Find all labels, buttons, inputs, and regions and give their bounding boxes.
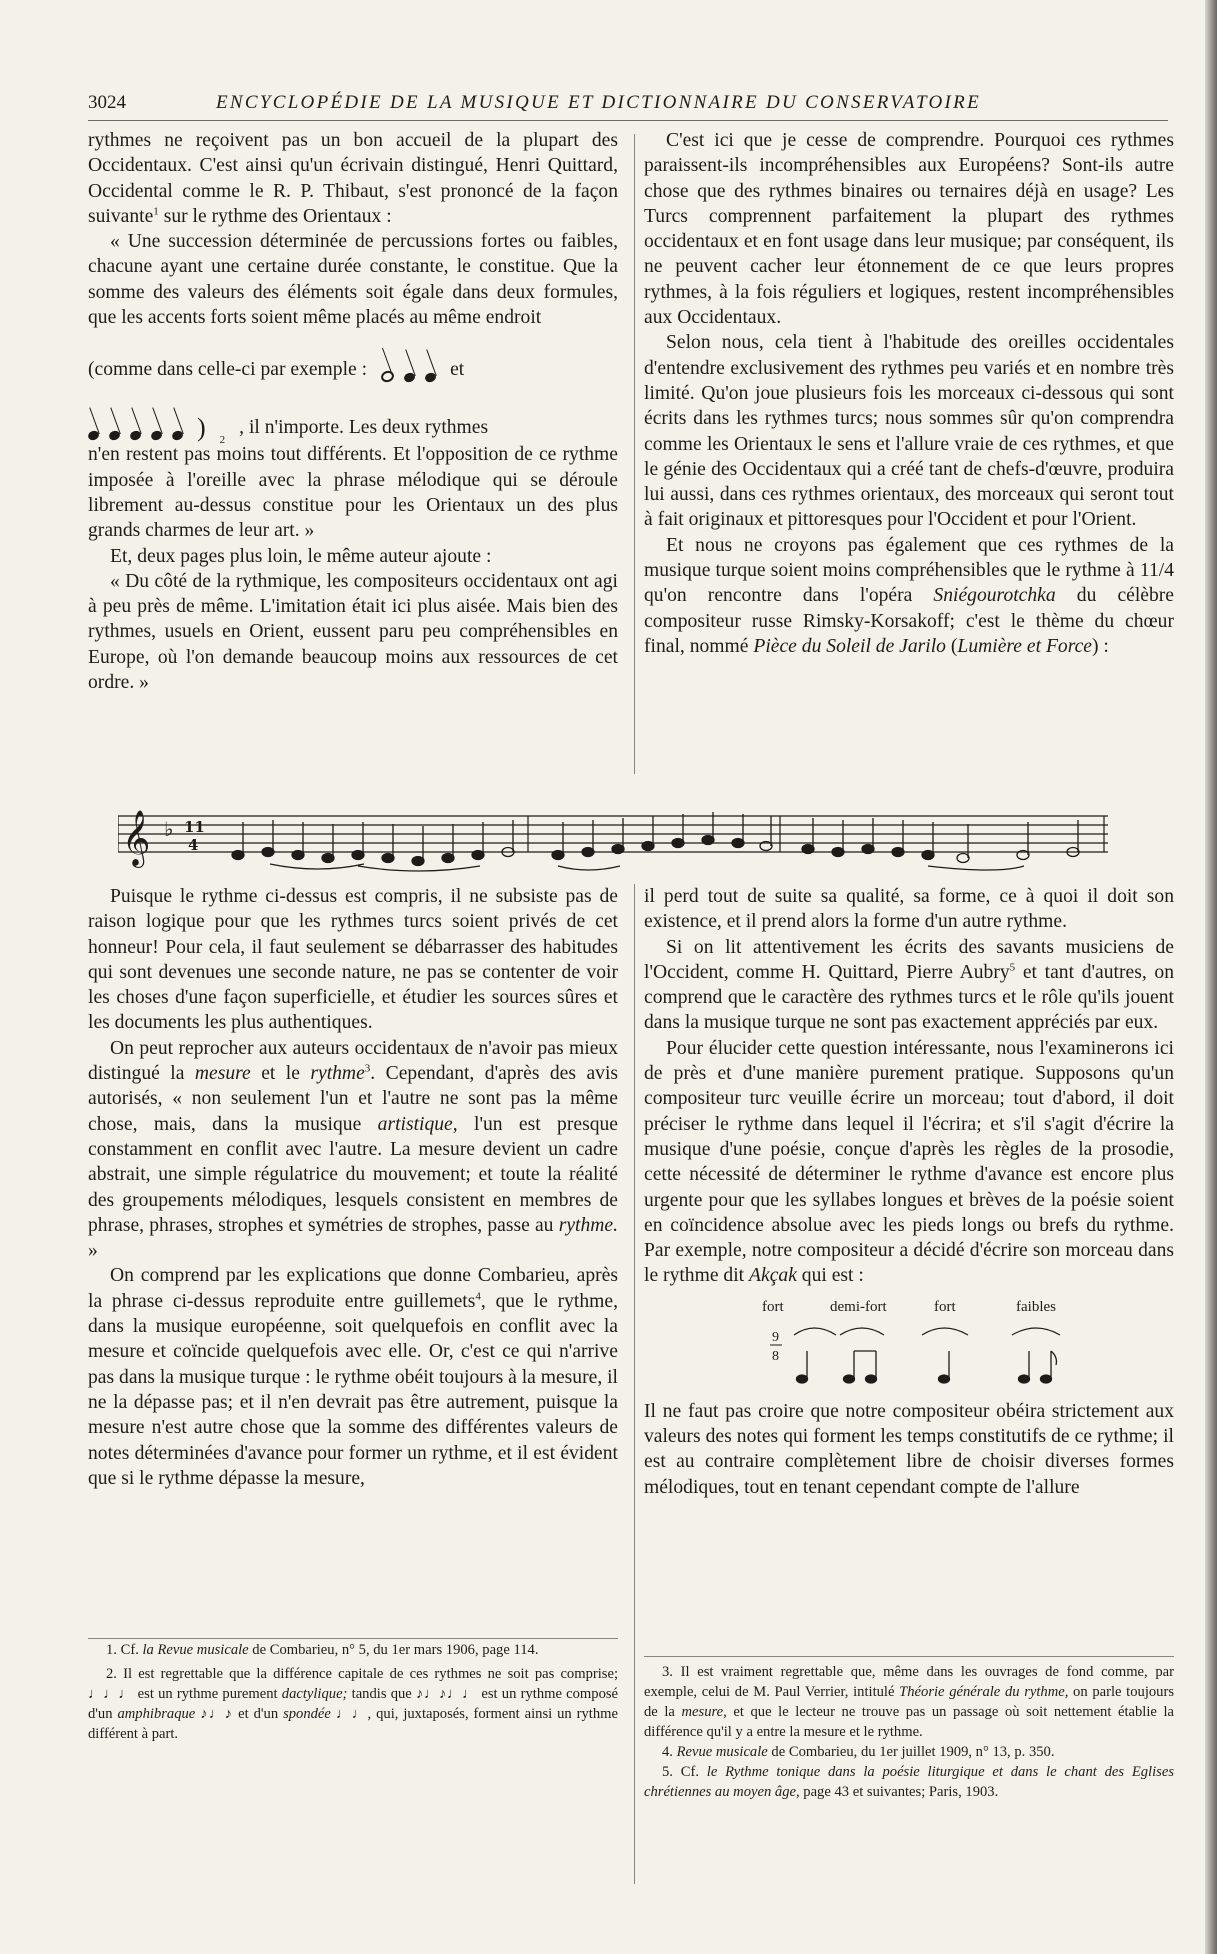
paragraph: Si on lit attentivement les écrits des savants musiciens de l'Occident, comme H. Quittard, Pierre Aubry$^5$ et tant d'autres, on comprend que le caractère des rythmes turcs et le rôle qu'ils jouent dans la musique turque ne sont pas exactement appréciés par eux. [644, 936, 1175, 1034]
footnote-4: 4. Revue musicale de Combarieu, du 1er juillet 1909, n° 13, p. 350. [662, 1744, 1055, 1760]
svg-text:9: 9 [772, 1329, 779, 1345]
score-notes [232, 812, 1079, 866]
diagram-svg [644, 1295, 1174, 1393]
rhythm-example-2: ) 2 , il n'importe. Les deux rythmes [88, 388, 618, 440]
dactyl-notes [381, 371, 436, 382]
page-edge [1205, 0, 1217, 1954]
quarter-note-icon: ♩♩♩ [88, 1686, 134, 1702]
paragraph: Et, deux pages plus loin, le même auteur ajoute : [110, 545, 492, 567]
musical-score [118, 810, 1108, 874]
header-rule [88, 120, 1168, 121]
flat-icon: ♭ [164, 817, 174, 841]
quote-paragraph: « Une succession déterminée de percussions fortes ou faibles, chacune ayant une certaine durée constante, le constitue. Que la somme des valeurs des éléments soit égale dans deux formules, que les accents forts soient même placés au même endroit [88, 231, 618, 329]
column-divider [634, 134, 635, 774]
paragraph: n'en restent pas moins tout différents. Et l'opposition de ce rythme imposée à l'oreille avec la phrase mélodique qui se déroule librement au-dessus constitue pour les Orientaux un des plus grands charmes de leur art. » [88, 444, 618, 542]
paragraph: Il ne faut pas croire que notre compositeur obéira strictement aux valeurs des notes qui forment les temps constitutifs de ce rythme; il est au contraire complètement libre de choisir diverses formes mélodiques, tout en tenant cependant compte de l'allure [644, 1400, 1174, 1498]
page-number: 3024 [88, 92, 126, 113]
footnote-5: 5. Cf. le Rythme tonique dans la poésie liturgique et dans le chant des Eglises chrétiennes au moyen âge, page 43 et suivantes; Paris, 1903. [644, 1764, 1174, 1800]
quarter-note-icon: ♪♩♪ [200, 1706, 234, 1722]
half-note-icon [380, 369, 396, 384]
quote-paragraph: « Du côté de la rythmique, les compositeurs occidentaux ont agi à peu près de même. L'imitation était ici plus aisée. Mais bien des rythmes, usuels en Orient, eussent paru peu compréhensibles en Europe, où l'on demande beaucoup moins aux ressources de cet ordre. » [88, 570, 618, 694]
slurs [270, 864, 1024, 871]
quarter-note-icon [108, 430, 121, 442]
aksak-notes [797, 1351, 1057, 1383]
footnote-rule [644, 1656, 1174, 1657]
rhythm-example-1: (comme dans celle-ci par exemple : et [88, 330, 618, 382]
footnotes-left [88, 1640, 618, 1744]
footnotes-right [644, 1662, 1174, 1802]
accent-label: faibles [1016, 1298, 1056, 1315]
paragraph: Selon nous, cela tient à l'habitude des oreilles occidentales d'entendre exclusivement des rythmes peu variés et en nombre très limité. Qu'on joue plusieurs fois les morceaux ci-dessous qui sont écrits dans les rythmes turcs; nous sommes sûr qu'on comprendra comme les Orientaux le sens et l'allure vraie de ces rythmes, et que le génie des Occidentaux qui a créé tant de chefs-d'œuvre, produira lui aussi, dans ces rythmes orientaux, des morceaux qui seront tout à fait originaux et pittoresques pour l'Occident et pour l'Orient. [644, 332, 1174, 531]
treble-clef-icon: 𝄞 [122, 810, 151, 866]
eighth-note-icon [87, 430, 100, 442]
paragraph: On comprend par les explications que donne Combarieu, après la phrase ci-dessus reproduite entre guillemets$^4$, que le rythme, dans la musique européenne, soit quelquefois en conflit avec la mesure et coïncide quelquefois avec elle. Or, c'est ce qui n'arrive pas dans la musique turque : le rythme obéit toujours à la mesure, il ne la dépasse pas; et il n'en devrait pas être autrement, puisque la mesure n'est autre chose que la somme des différentes valeurs de notes déterminées d'avance pour former un rythme, et il est évident que si le rythme dépasse la mesure, [88, 1265, 618, 1489]
paragraph: Pour élucider cette question intéressante, nous l'examinerons ici de près et d'une manière purement pratique. Supposons qu'un compositeur turc veuille écrire un morceau; tout d'abord, il doit préciser le rythme dans lequel il l'écrira; et s'il s'agit d'écrire la musique d'une poésie, conçue d'après les règles de la prosodie, cette nécessité de déterminer le rythme d'avance est encore plus urgente pour que les syllabes longues et brèves de la poésie soient en coïncidence absolue avec les pieds longs ou brefs du rythme. Par exemple, notre compositeur a décidé d'écrire son morceau dans le rythme dit Akçak qui est : [644, 1037, 1174, 1287]
column-divider [634, 884, 635, 1884]
accent-label: fort [762, 1298, 784, 1315]
paragraph: C'est ici que je cesse de comprendre. Pourquoi ces rythmes paraissent-ils incompréhensibles aux Européens? Sont-ils autre chose que des rythmes binaires ou ternaires déjà en usage? Les Turcs comprennent parfaitement la plupart des rythmes occidentaux et en font usage dans leur musique; par conséquent, ils ne peuvent cacher leur étonnement de ce que leurs propres rythmes, à la fois réguliers et logiques, restent incompréhensibles aux Occidentaux. [644, 130, 1174, 329]
footnote-2: 2. Il est regrettable que la différence capitale de ces rythmes ne soit pas comprise; ♩♩♩ est un rythme purement dactylique; tandis que ♪♩♪♩♩ est un rythme composé d'un amphibraque ♪♩♪ et d'un spondée ♩♩, qui, juxtaposés, forment ainsi un rythme différent à part. [88, 1666, 619, 1742]
time-signature-bottom: 4 [188, 836, 199, 854]
paragraph: On peut reprocher aux auteurs occidentaux de n'avoir pas mieux distingué la mesure et le rythme$^3$. Cependant, d'après des avis autorisés, « non seulement l'un et l'autre ne sont pas la même chose, mais, dans la musique artistique, l'un est presque constamment en conflit avec l'autre. La mesure devient un cadre abstrait, une simple régulatrice du mouvement; et toute la réalité des groupements mélodiques, lesquels consistent en membres de phrase, phrases, strophes et symétries de strophes, passe au rythme. » [88, 1037, 619, 1262]
quarter-note-icon [171, 430, 184, 442]
top-right-column [644, 128, 1174, 659]
paragraph: rythmes ne reçoivent pas un bon accueil de la plupart des Occidentaux. C'est ainsi qu'un écrivain distingué, Henri Quittard, Occidental comme le R. P. Thibaut, s'est prononcé de la façon suivante$^1$ sur le rythme des Orientaux : [88, 130, 618, 227]
paragraph: Puisque le rythme ci-dessus est compris, il ne subsiste pas de raison logique pour que les rythmes turcs soient privés de cet honneur! Pour cela, il faut seulement se débarrasser des habitudes qui sont devenues une seconde nature, ne pas se contenter de voir les choses d'une façon superficielle, et étudier les sources sûres et les documents les plus authentiques. [88, 886, 618, 1034]
top-left-column [88, 128, 618, 695]
quarter-note-icon [424, 372, 437, 384]
quarter-note-icon [150, 430, 163, 442]
running-title: ENCYCLOPÉDIE DE LA MUSIQUE ET DICTIONNAIRE DU CONSERVATOIRE [216, 92, 981, 113]
paragraph: Et nous ne croyons pas également que ces rythmes de la musique turque soient moins compréhensibles que le rythme à 11/4 qu'on rencontre dans l'opéra Sniégourotchka du célèbre compositeur russe Rimsky-Korsakoff; c'est le thème du chœur final, nommé Pièce du Soleil de Jarilo (Lumière et Force) : [644, 534, 1174, 657]
bottom-right-column [644, 884, 1174, 1500]
quarter-note-icon: ♩♩ [335, 1706, 368, 1722]
page-header [88, 92, 1168, 118]
eighth-note-icon [129, 430, 142, 442]
aksak-rhythm-diagram [644, 1295, 1174, 1393]
staff-svg [118, 810, 1108, 874]
quarter-note-icon: ♪♩♪♩♩ [416, 1686, 478, 1702]
bottom-left-column [88, 884, 618, 1491]
time-signature-top: 11 [184, 818, 205, 836]
accent-label: fort [934, 1298, 956, 1315]
svg-text:8: 8 [772, 1348, 779, 1364]
footnote-1: 1. Cf. la Revue musicale de Combarieu, n° 5, du 1er mars 1906, page 114. [106, 1642, 539, 1658]
paragraph: il perd tout de suite sa qualité, sa forme, ce à quoi il doit son existence, et il prend alors la forme d'un autre rythme. [644, 886, 1174, 933]
accent-label: demi-fort [830, 1298, 887, 1315]
footnote-rule [88, 1638, 618, 1639]
amphibrach-notes [88, 431, 183, 440]
quarter-note-icon [403, 372, 416, 384]
footnote-3: 3. Il est vraiment regrettable que, même dans les ouvrages de fond comme, par exemple, celui de M. Paul Verrier, intitulé Théorie générale du rythme, on parle toujours de la mesure, et que le lecteur ne trouve pas un passage où soit nettement établie la différence qu'il y a entre la mesure et le rythme. [644, 1664, 1175, 1740]
